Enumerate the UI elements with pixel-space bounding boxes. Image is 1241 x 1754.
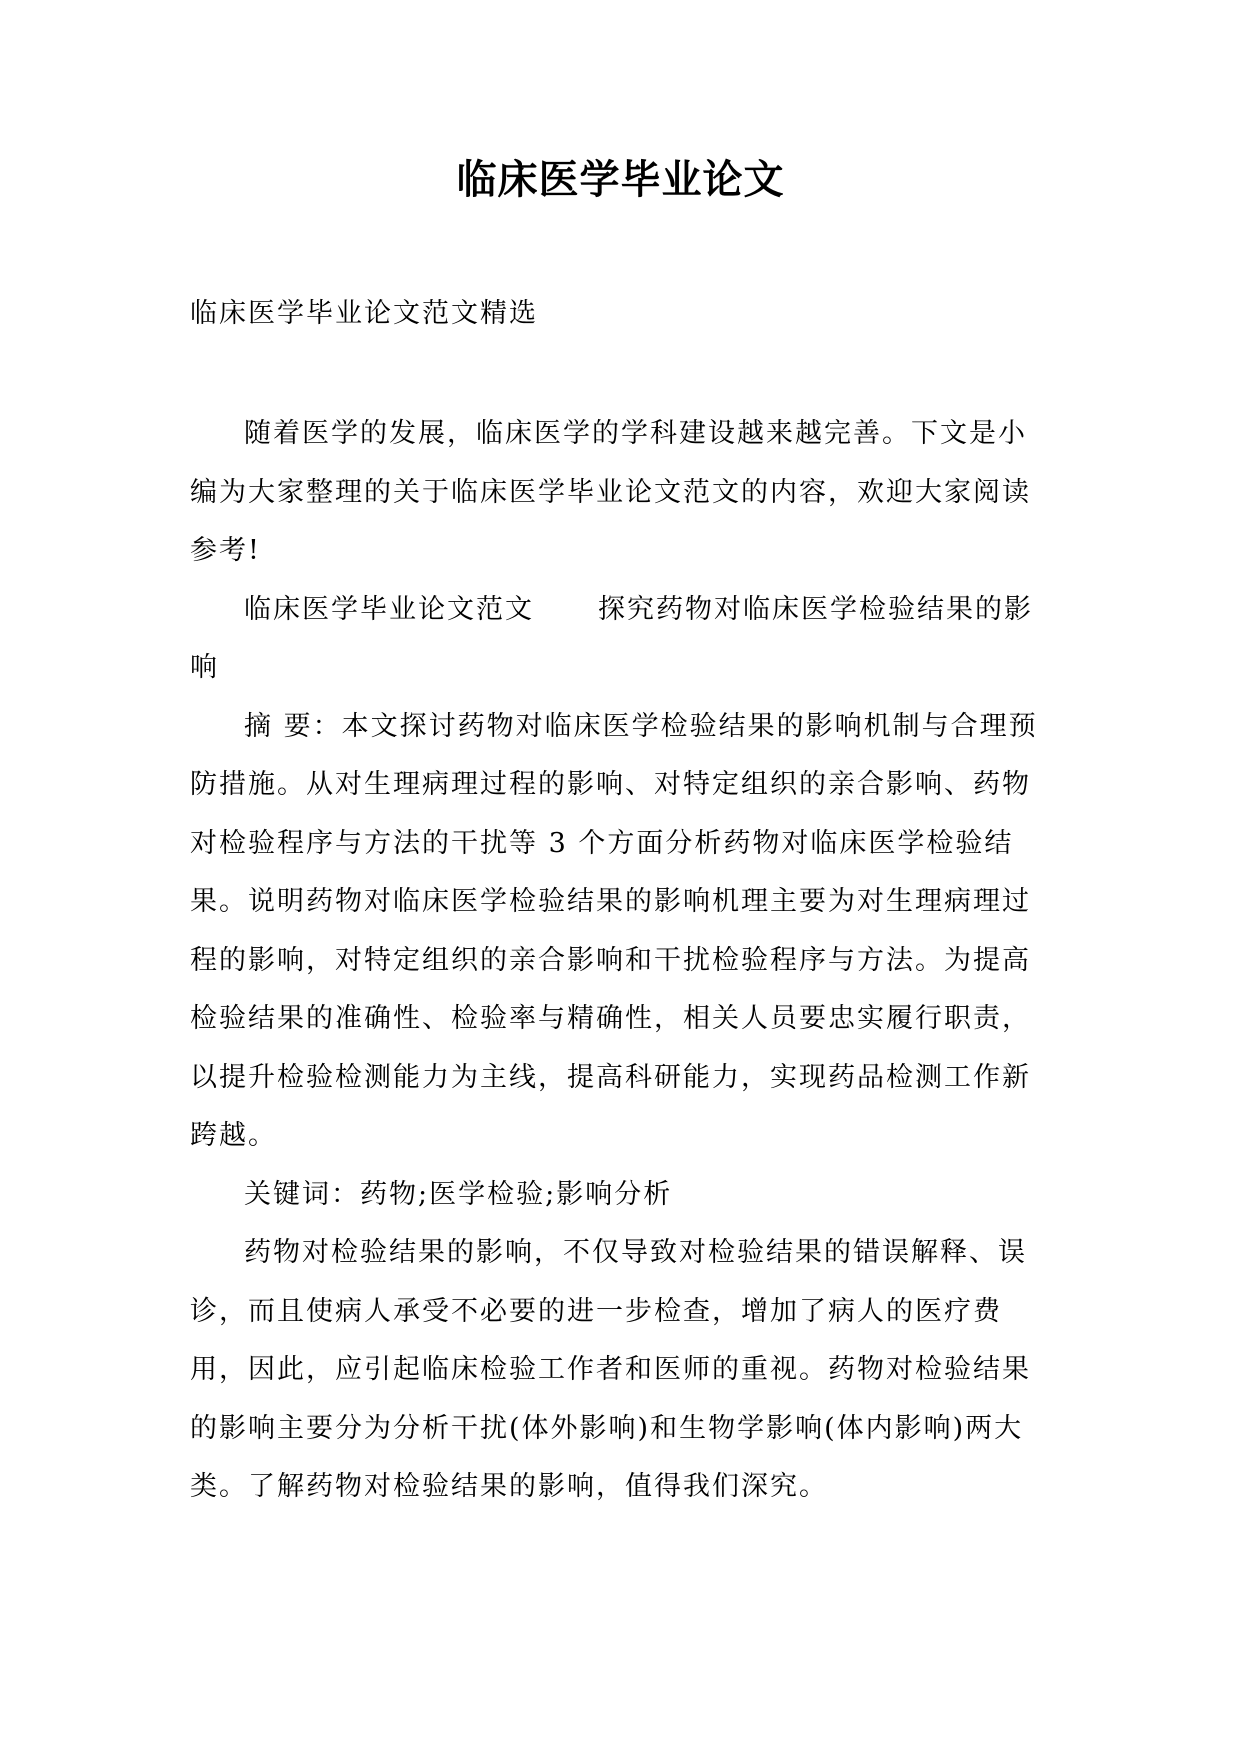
keywords-paragraph: 关键词：药物;医学检验;影响分析 [244,1178,673,1210]
article-heading [190,581,1050,698]
document-title: 临床医学毕业论文 [456,156,785,203]
abstract-paragraph: 摘 要：本文探讨药物对临床医学检验结果的影响机制与合理预防措施。从对生理病理过程的影响、对特定组织的亲合影响、药物对检验程序与方法的干扰等 3 个方面分析药物对临床医学检验结果。说明药物对临床医学检验结果的影响机理主要为对生理病理过程的影响，对特定组织的亲合影响和干扰检验程序与方法。为提高检验结果的准确性、检验率与精确性，相关人员要忠实履行职责，以提升检验检测能力为主线，提高科研能力，实现药品检测工作新跨越。 [190,710,1038,1151]
article-heading-part2: 探究药物对临床医学检验结果的影响 [190,593,1033,683]
body-paragraph: 药物对检验结果的影响，不仅导致对检验结果的错误解释、误诊，而且使病人承受不必要的进一步检查，增加了病人的医疗费用，因此，应引起临床检验工作者和医师的重视。药物对检验结果的影响主要分为分析干扰(体外影响)和生物学影响(体内影响)两大类。了解药物对检验结果的影响，值得我们深究。 [190,1237,1031,1502]
document-subtitle: 临床医学毕业论文范文精选 [190,298,538,329]
document-body [190,405,1050,1517]
article-heading-part1: 临床医学毕业论文范文 [244,593,534,625]
intro-paragraph: 随着医学的发展，临床医学的学科建设越来越完善。下文是小编为大家整理的关于临床医学毕业论文范文的内容，欢迎大家阅读参考! [190,418,1031,566]
